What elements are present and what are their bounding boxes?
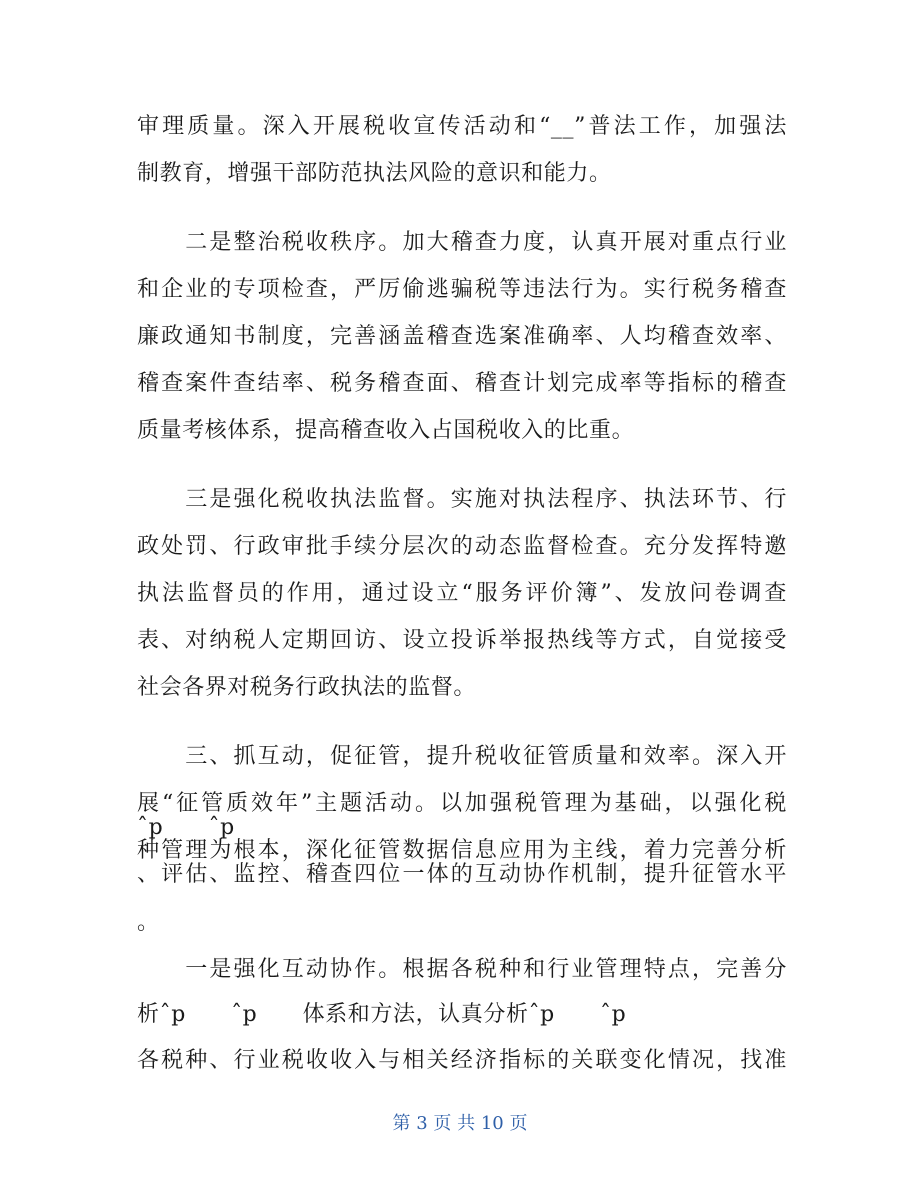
text-line-14: 展“征管质效年”主题活动。以加强税管理为基础，以强化税 [137, 791, 787, 816]
text-line-18: 。 [137, 910, 160, 935]
text-line-7: 质量考核体系，提高稽查收入占国税收入的比重。 [137, 418, 635, 443]
text-line-16: ˆp ˆp [137, 815, 235, 840]
text-line-19: 一是强化互动协作。根据各税种和行业管理特点，完善分 [137, 957, 787, 982]
page-number-footer: 第 3 页 共 10 页 [392, 1113, 528, 1134]
text-line-20: 析ˆp ˆp 体系和方法，认真分析ˆp ˆp [137, 1002, 627, 1027]
text-line-15: 种管理为根本，深化征管数据信息应用为主线，着力完善分析 [137, 838, 787, 863]
text-line-3: 二是整治税收秩序。加大稽查力度，认真开展对重点行业 [137, 230, 787, 255]
text-line-11: 表、对纳税人定期回访、设立投诉举报热线等方式，自觉接受 [137, 628, 787, 653]
text-line-12: 社会各界对税务行政执法的监督。 [137, 675, 477, 700]
text-line-8: 三是强化税收执法监督。实施对执法程序、执法环节、行 [137, 487, 787, 512]
text-line-10: 执法监督员的作用，通过设立“服务评价簿”、发放问卷调查 [137, 581, 787, 606]
text-line-2: 制教育，增强干部防范执法风险的意识和能力。 [137, 161, 612, 186]
text-line-13: 三、抓互动，促征管，提升税收征管质量和效率。深入开 [137, 744, 787, 769]
text-line-21: 各税种、行业税收收入与相关经济指标的关联变化情况，找准 [137, 1048, 787, 1073]
text-line-4: 和企业的专项检查，严厉偷逃骗税等违法行为。实行税务稽查 [137, 277, 787, 302]
text-line-5: 廉政通知书制度，完善涵盖稽查选案准确率、人均稽查效率、 [137, 324, 787, 349]
text-line-17: 、评估、监控、稽查四位一体的互动协作机制，提升征管水平 [137, 862, 787, 887]
text-line-1: 审理质量。深入开展税收宣传活动和“__”普法工作，加强法 [137, 114, 787, 139]
text-line-6: 稽查案件查结率、税务稽查面、稽查计划完成率等指标的稽查 [137, 371, 787, 396]
text-line-9: 政处罚、行政审批手续分层次的动态监督检查。充分发挥特邀 [137, 534, 787, 559]
